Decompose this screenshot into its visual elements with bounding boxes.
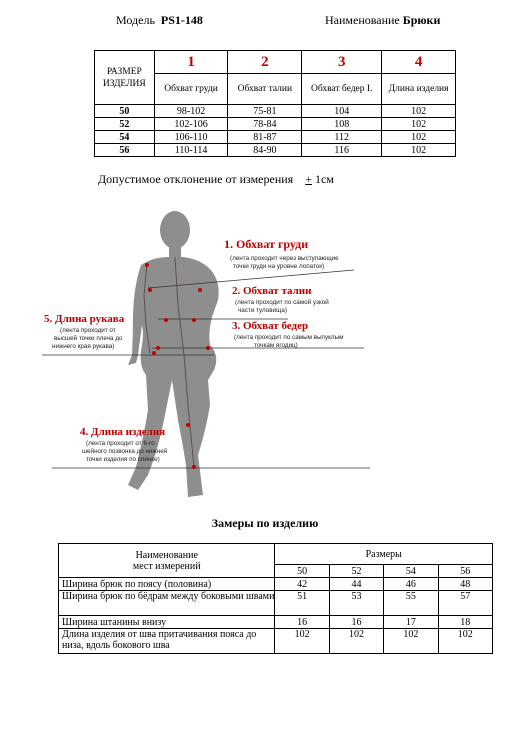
value-cell: 46: [384, 578, 438, 591]
value-cell: 102: [382, 118, 456, 131]
size-col: 52: [329, 565, 383, 578]
label-waist: [232, 285, 329, 314]
label-note: (лента проходит от: [60, 327, 116, 334]
value-cell: 18: [438, 616, 492, 629]
label-note: шейного позвонка до нижней: [82, 448, 168, 455]
value-cell: 44: [329, 578, 383, 591]
value-cell: 53: [329, 591, 383, 616]
value-cell: 75-81: [228, 105, 302, 118]
table-row: [59, 578, 493, 591]
value-cell: 78-84: [228, 118, 302, 131]
label-note: высшей точки плеча до: [54, 335, 123, 342]
measurements-title: Замеры по изделию: [211, 516, 319, 530]
value-cell: 98-102: [154, 105, 228, 118]
tolerance-text: Допустимое отклонение от измерения: [98, 172, 294, 186]
label-note: части туловища): [238, 307, 287, 314]
value-cell: 102: [384, 629, 438, 654]
col-num: 2: [228, 51, 302, 74]
value-cell: 102: [438, 629, 492, 654]
col-label: Обхват груди: [154, 74, 228, 105]
plus-minus-sign: +: [305, 172, 312, 186]
value-cell: 102: [382, 105, 456, 118]
label-note: (лента проходит от 6-го: [86, 440, 155, 447]
size-col: 56: [438, 565, 492, 578]
tolerance-line: [98, 172, 334, 187]
label-length: [80, 426, 168, 463]
value-cell: 55: [384, 591, 438, 616]
label-hips-title: 3. Обхват бедер: [232, 320, 309, 332]
model-value: PS1-148: [160, 13, 203, 27]
size-header: [95, 51, 155, 105]
size-table: [94, 50, 456, 157]
table-row: [95, 131, 456, 144]
size-col: 50: [275, 565, 329, 578]
product-name-line: [325, 13, 440, 28]
name-value: Брюки: [402, 13, 441, 27]
label-note: (лента проходит по самым выпуклым: [234, 334, 344, 341]
col-num: 1: [154, 51, 228, 74]
size-cell: 50: [95, 105, 155, 118]
value-cell: 42: [275, 578, 329, 591]
value-cell: 102-106: [154, 118, 228, 131]
label-note: точкам ягодиц): [254, 342, 298, 349]
value-cell: 48: [438, 578, 492, 591]
sizes-header: Размеры: [275, 544, 493, 565]
value-cell: 16: [275, 616, 329, 629]
label-chest: [224, 237, 339, 270]
label-note: точки груди на уровне лопаток): [233, 263, 325, 270]
table-row: [59, 629, 493, 654]
model-label: Модель: [116, 13, 155, 27]
value-cell: 16: [329, 616, 383, 629]
value-cell: 110-114: [154, 144, 228, 157]
value-cell: 84-90: [228, 144, 302, 157]
label-length-title: 4. Длина изделия: [80, 426, 166, 438]
row-name: Ширина штанины внизу: [59, 616, 275, 629]
label-note: (лента проходит через выступающие: [230, 255, 339, 262]
value-cell: 108: [302, 118, 382, 131]
label-note: нижнего края рукава): [52, 343, 115, 350]
col-label: Длина изделия: [382, 74, 456, 105]
value-cell: 102: [329, 629, 383, 654]
value-cell: 106-110: [154, 131, 228, 144]
size-col: 54: [384, 565, 438, 578]
col-label: Обхват бедер I.: [302, 74, 382, 105]
table-row: [59, 616, 493, 629]
row-name: Длина изделия от шва притачивания пояса до низа, вдоль бокового шва: [59, 629, 275, 654]
label-sleeve: [44, 313, 125, 350]
size-cell: 52: [95, 118, 155, 131]
name-header-line: Наименование: [135, 549, 198, 561]
value-cell: 51: [275, 591, 329, 616]
col-num: 3: [302, 51, 382, 74]
tolerance-value: 1см: [314, 172, 334, 186]
value-cell: 112: [302, 131, 382, 144]
label-waist-title: 2. Обхват талии: [232, 285, 312, 297]
label-hips: [232, 320, 343, 349]
table-row: [59, 591, 493, 616]
label-note: точки изделия по спинке): [86, 456, 160, 463]
name-header-line: мест измерений: [132, 560, 201, 572]
value-cell: 57: [438, 591, 492, 616]
label-chest-title: 1. Обхват груди: [224, 237, 309, 251]
label-note: (лента проходит по самой узкой: [235, 299, 329, 306]
size-cell: 56: [95, 144, 155, 157]
model-line: [116, 13, 203, 28]
value-cell: 102: [382, 144, 456, 157]
value-cell: 102: [382, 131, 456, 144]
table-row: [95, 144, 456, 157]
name-label: Наименование: [325, 13, 400, 27]
size-header-label: РАЗМЕР ИЗДЕЛИЯ: [102, 66, 146, 89]
size-cell: 54: [95, 131, 155, 144]
col-num: 4: [382, 51, 456, 74]
row-name: Ширина брюк по бёдрам между боковыми швами: [59, 591, 275, 616]
value-cell: 104: [302, 105, 382, 118]
measurement-figure: [38, 205, 378, 510]
value-cell: 17: [384, 616, 438, 629]
row-name: Ширина брюк по поясу (половина): [59, 578, 275, 591]
table-row: [95, 118, 456, 131]
value-cell: 102: [275, 629, 329, 654]
value-cell: 116: [302, 144, 382, 157]
measurements-table: [58, 543, 493, 654]
col-label: Обхват талии: [228, 74, 302, 105]
value-cell: 81-87: [228, 131, 302, 144]
name-header: [59, 544, 275, 578]
label-sleeve-title: 5. Длина рукава: [44, 313, 125, 325]
table-row: [95, 105, 456, 118]
